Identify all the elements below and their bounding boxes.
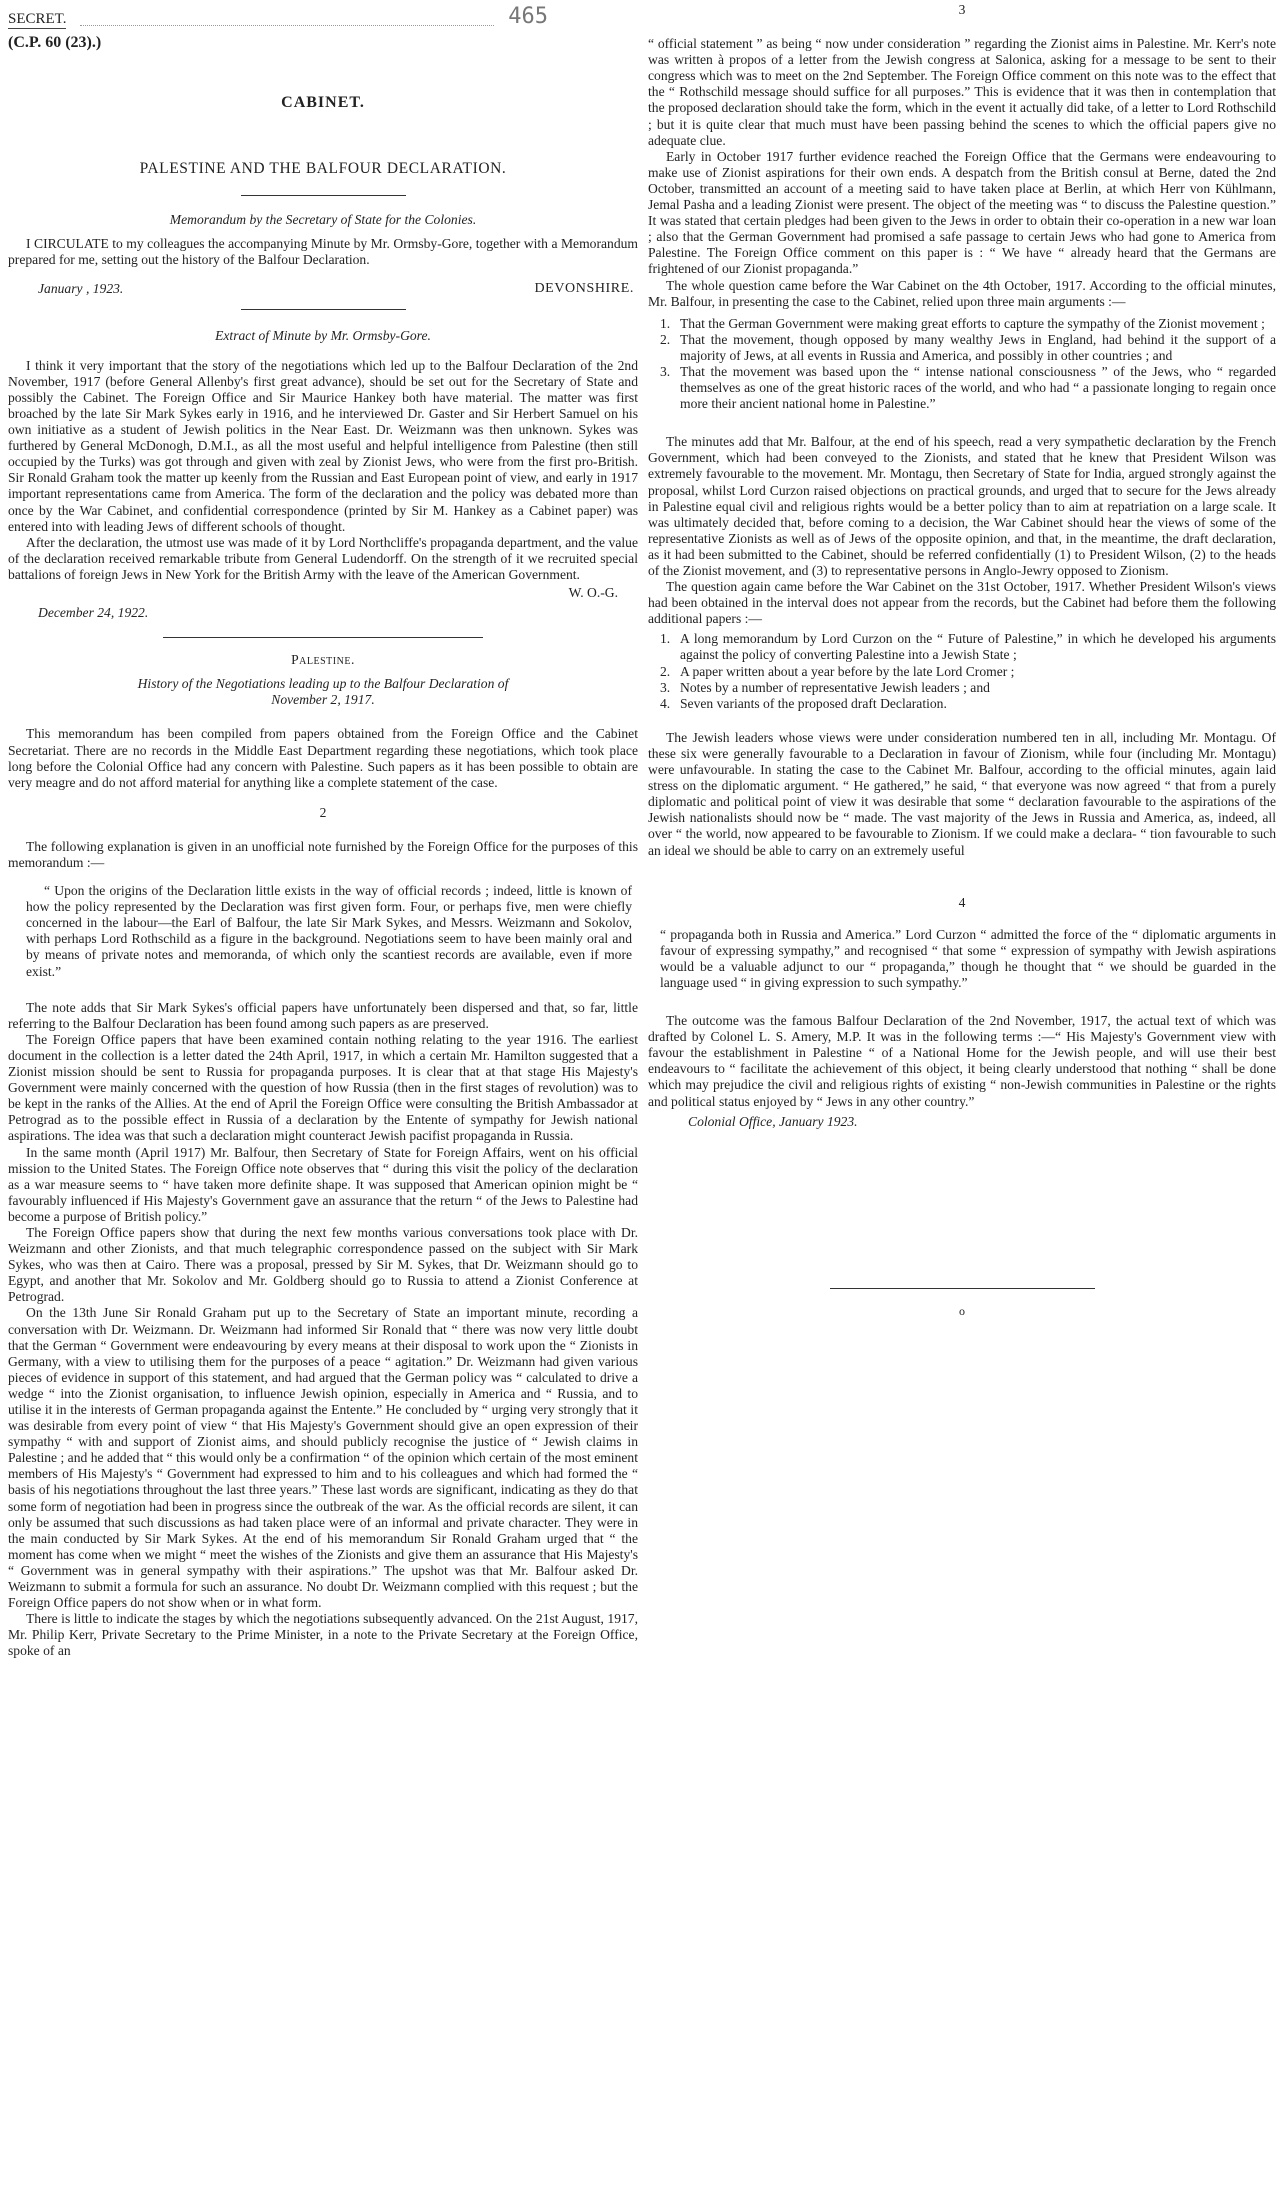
memo-signature: DEVONSHIRE. bbox=[534, 280, 634, 296]
right-paragraph-2: Early in October 1917 further evidence reached the Foreign Office that the Germans were endeavouring to make use of Zionist aspirations for their own ends. A despatch from the British consul at Berne, dated the 2nd October, transmitted an account of a meeting said to have taken place at Berlin, at which Herr von Kühlmann, Jemal Pasha and a leading Zionist were present. The object of the meeting was “ to discuss the Palestine question.” It was stated that certain pledges had been given to the Jews in order to obtain their co-operation in a new war loan ; also that the German Government had promised a safe passage to certain Jews who had gone to America from Palestine. The Foreign Office comment on this paper is : “ We have “ already heard that the Germans are frightened of our Zionist propaganda.” bbox=[648, 148, 1276, 277]
history-paragraph-7: There is little to indicate the stages by which the negotiations subsequently advanced. On the 21st August, 1917, Mr. Philip Kerr, Private Secretary to the Prime Minister, in a note to the Private Secretary at the Foreign Office, spoke of an bbox=[8, 1611, 638, 1659]
memo-heading: Memorandum by the Secretary of State for the Colonies. bbox=[169, 212, 477, 228]
right-paragraph-7: “ propaganda both in Russia and America.” Lord Curzon “ admitted the force of the “ diplomatic arguments in favour of expressing sympathy,” and recognised “ that some “ expression of sympathy with Jewish aspirations would be a valuable adjunct to our “ propaganda,” though he thought that “ we should be guarded in the language used “ in giving expression to such sympathy.” bbox=[660, 926, 1276, 990]
extract-heading: Extract of Minute by Mr. Ormsby-Gore. bbox=[215, 327, 431, 343]
stamp-number: 465 bbox=[508, 4, 548, 29]
extract-paragraph-1: I think it very important that the story of the negotiations which led up to the Balfour Declaration of the 2nd November, 1917 (before General Allenby's first great advance), should be set out for the Secretary of State and possibly the Cabinet. The Foreign Office and Sir Maurice Hankey both have material. The matter was first broached by the late Sir Mark Sykes early in 1916, and he interviewed Dr. Gaster and Sir Herbert Samuel on his own initiative as a student of Jewish politics in the Near East. Dr. Weizmann was then unknown. Sykes was furthered by General McDonogh, D.M.I., as all the most useful and helpful intelligence from Palestine (then still occupied by the Turks) was got through and given with zeal by Zionist Jews, who were from the first pro-British. Sir Ronald Graham took the matter up keenly from the Russian and East European point of view, and early in 1917 important representations came from America. The form of the declaration and the policy was debated more than once by the War Cabinet, and confidential correspondence (printed by Sir M. Hankey as a Cabinet paper) was entered into with leading Jews of different schools of thought. bbox=[8, 357, 638, 534]
right-paragraph-3: The whole question came before the War Cabinet on the 4th October, 1917. According to the official minutes, Mr. Balfour, in presenting the case to the Cabinet, relied upon three main arguments :— bbox=[648, 277, 1276, 309]
page-number-3: 3 bbox=[958, 2, 966, 17]
memo-date: January , 1923. bbox=[38, 280, 124, 296]
history-paragraph-4: In the same month (April 1917) Mr. Balfour, then Secretary of State for Foreign Affairs, went on his official mission to the United States. The Foreign Office note observes that “ during this visit the policy of the declaration as a war measure seems to “ have taken more definite shape. It was supposed that American opinion might be “ favourably influenced if His Majesty's Government gave an assurance that the return “ of the Jews to Palestine had become a purpose of British policy.” bbox=[8, 1144, 638, 1224]
extract-paragraph-2: After the declaration, the utmost use was made of it by Lord Northcliffe's propaganda department, and the value of the declaration received remarkable tribute from General Ludendorff. On the strength of it we recruited special battalions of foreign Jews in New York for the British Army with the leave of the American Government. bbox=[8, 534, 638, 582]
list-item: 4. Seven variants of the proposed draft Declaration. bbox=[660, 695, 947, 711]
footer-mark: o bbox=[959, 1303, 965, 1318]
page-number-4: 4 bbox=[958, 894, 966, 910]
right-paragraph-4: The minutes add that Mr. Balfour, at the end of his speech, read a very sympathetic declaration by the French Government, which had been conveyed to the Zionists, and stated that he knew that President Wilson was extremely favourable to the movement. Mr. Montagu, then Secretary of State for India, argued strongly against the proposal, whilst Lord Curzon raised objections on practical grounds, and urged that to secure for the Jews already in Palestine equal civil and religious rights would be a better policy than to aim at repatriation on a large scale. It was ultimately decided that, before coming to a decision, the War Cabinet should hear the views of some of the representative Zionists as well as of Jews of the opposite opinion, and that, in the meantime, the draft declaration, as it had been submitted to the Cabinet, should be referred confidentially (1) to President Wilson, (2) to the heads of the Zionist movement, and (3) to representative persons in Anglo-Jewry opposed to Zionism. bbox=[648, 434, 1276, 578]
document-title: PALESTINE AND THE BALFOUR DECLARATION. bbox=[139, 160, 507, 178]
classification-label: SECRET. bbox=[8, 11, 67, 27]
foreign-office-quote: “ Upon the origins of the Declaration little exists in the way of official records ; indeed, little is known of how the policy represented by the Declaration was first given form. Four, or perhaps five, men were chiefly concerned in the labour—the Earl of Balfour, the late Sir Mark Sykes, and Messrs. Weizmann and Sokolov, with perhaps Lord Rothschild as a figure in the background. Negotiations seem to have been mainly oral and by means of private notes and memoranda, of which only the scantiest records are available, even if more exist.” bbox=[26, 883, 632, 979]
left-column bbox=[8, 0, 638, 1660]
history-paragraph-2: The note adds that Sir Mark Sykes's official papers have unfortunately been dispersed and that, so far, little referring to the Balfour Declaration has been found among such papers as are preserved. bbox=[8, 999, 638, 1031]
list-item: 3. Notes by a number of representative Jewish leaders ; and bbox=[660, 679, 990, 695]
right-paragraph-8: The outcome was the famous Balfour Declaration of the 2nd November, 1917, the actual text of which was drafted by Colonel L. S. Amery, M.P. It was in the following terms :—“ His Majesty's Government view with favour the establishment in Palestine “ of a National Home for the Jewish people, and will use their best endeavours to “ facilitate the achievement of this object, it being clearly understood that nothing “ shall be done which may prejudice the civil and religious rights of existing “ non-Jewish communities in Palestine or the rights and political status enjoyed by “ Jews in any other country.” bbox=[648, 1013, 1276, 1109]
extract-initials: W. O.-G. bbox=[568, 584, 618, 600]
top-header bbox=[8, 0, 638, 29]
extract-rule bbox=[163, 637, 483, 638]
memo-text: I CIRCULATE to my colleagues the accompanying Minute by Mr. Ormsby-Gore, together with a Memorandum prepared for me, setting out the history of the Balfour Declaration. bbox=[8, 236, 638, 268]
history-paragraph-5: The Foreign Office papers show that during the next few months various conversations took place with Dr. Weizmann and other Zionists, and that much telegraphic correspondence passed on the subject with Sir Mark Sykes, who was then at Cairo. There was a proposal, pressed by Sir M. Sykes, that Dr. Weizmann should go to Egypt, and another that Mr. Sokolov and Mr. Goldberg should go to Russia to attend a Zionist Conference at Petrograd. bbox=[8, 1224, 638, 1305]
paper-reference: (C.P. 60 (23).) bbox=[8, 34, 102, 51]
history-label: Palestine. bbox=[291, 652, 355, 668]
right-paragraph-1: “ official statement ” as being “ now under consideration ” regarding the Zionist aims in Palestine. Mr. Kerr's note was written à propos of a letter from the Jewish congress at Salonica, asking for a message to be sent to their congress which was to meet on the 2nd September. The Foreign Office comment on this note was to the effect that the “ Rothschild message should suffice for all purposes.” This is evidence that it was then in contemplation that the proposed declaration should take the form, which in the event it actually did take, of a letter to Lord Rothschild ; but it is quite clear that much must have been passing behind the scenes to which the official papers give no adequate clue. bbox=[648, 36, 1276, 148]
extract-date: December 24, 1922. bbox=[38, 605, 149, 621]
closing-rule bbox=[830, 1288, 1095, 1289]
history-heading-line-1: History of the Negotiations leading up to the Balfour Declaration of bbox=[137, 676, 509, 692]
history-heading-line-2: November 2, 1917. bbox=[271, 692, 375, 708]
list-item: 2. That the movement, though opposed by many wealthy Jews in England, had behind it the support of a majority of Jews, at all events in Russia and America, and possibly in other countries ; and bbox=[660, 331, 1276, 363]
title-rule bbox=[241, 195, 406, 196]
dotted-line bbox=[80, 25, 494, 26]
history-paragraph-1: The following explanation is given in an unofficial note furnished by the Foreign Office for the purposes of this memorandum :— bbox=[8, 838, 638, 870]
cabinet-heading: CABINET. bbox=[281, 94, 365, 112]
additional-papers-list bbox=[648, 631, 1276, 711]
list-item: 1. That the German Government were making great efforts to capture the sympathy of the Zionist movement ; bbox=[660, 315, 1265, 331]
list-item: 3. That the movement was based upon the “ intense national consciousness ” of the Jews, who “ regarded themselves as one of the great historic races of the world, and who had “ a passionate longing to regain once more their ancient national home in Palestine.” bbox=[660, 363, 1276, 412]
balfour-arguments-list bbox=[648, 316, 1276, 413]
history-paragraph-3: The Foreign Office papers that have been examined contain nothing relating to the year 1916. The earliest document in the collection is a letter dated the 24th April, 1917, in which a certain Mr. Hamilton suggested that a Zionist mission should be sent to Russia for propaganda purposes. It is clear that at that stage His Majesty's Government were mainly concerned with the question of how Russia (then in the first stages of revolution) was to be kept in the ranks of the Allies. At the end of April the Foreign Office were consulting the British Ambassador at Petrograd as to the possible effect in Russia of a declaration by the Entente of sympathy for Jewish national aspirations. The idea was that such a declaration might counteract Jewish pacifist propaganda in Russia. bbox=[8, 1031, 638, 1144]
right-column bbox=[648, 0, 1276, 1319]
page-number-2: 2 bbox=[319, 804, 327, 820]
memo-dateline bbox=[8, 281, 638, 297]
memo-rule bbox=[241, 309, 406, 310]
colonial-office-signoff: Colonial Office, January 1923. bbox=[688, 1113, 858, 1129]
list-item: 2. A paper written about a year before by the late Lord Cromer ; bbox=[660, 663, 1015, 679]
right-paragraph-6: The Jewish leaders whose views were under consideration numbered ten in all, including Mr. Montagu. Of these six were generally favourable to a Declaration in favour of Zionism, while four (including Mr. Montagu) were unfavourable. In stating the case to the Cabinet Mr. Balfour, according to the official minutes, again laid stress on the diplomatic argument. “ He gathered,” he said, “ that everyone was now agreed “ that from a purely diplomatic and political point of view it was desirable that some “ declaration favourable to the aspirations of the Jewish nationalists should now be “ made. The vast majority of the Jews in Russia and America, as, indeed, all over “ the world, now appeared to be favourable to Zionism. If we could make a declara- “ tion favourable to such an ideal we should be able to carry on an extremely useful bbox=[648, 729, 1276, 858]
history-intro: This memorandum has been compiled from papers obtained from the Foreign Office and the Cabinet Secretariat. There are no records in the Middle East Department regarding these negotiations, which took place long before the Colonial Office had any concern with Palestine. Such papers as it has been possible to obtain are very meagre and do not afford material for anything like a complete statement of the case. bbox=[8, 726, 638, 790]
history-paragraph-6: On the 13th June Sir Ronald Graham put up to the Secretary of State an important minute, recording a conversation with Dr. Weizmann. Dr. Weizmann had informed Sir Ronald that “ there was now very little doubt that the German “ Government were endeavouring by every means at their disposal to work upon the “ Zionists in Germany, with a view to utilising them for the purposes of a peace “ agitation.” Dr. Weizmann had given various pieces of evidence in support of this statement, and had argued that the German policy was “ calculated to drive a wedge “ into the Zionist organisation, to influence Jewish opinion, especially in America and “ Russia, and to utilise it in the interests of German propaganda against the Entente.” He concluded by “ urging very strongly that it was desirable from every point of view “ that His Majesty's Government should give an open expression of their sympathy “ with and support of Zionist aims, and should publicly recognise the justice of “ Jewish claims in Palestine ; and he added that “ this would only be a confirmation “ of the opinion which certain of the most eminent members of His Majesty's “ Government had expressed to him and to his colleagues and which had formed the “ basis of his negotiations throughout the last three years.” These last words are significant, indicating as they do that some form of negotiation had been in progress since the outbreak of the war. As the official records are silent, it can only be assumed that such discussions as had taken place were of an informal and private character. They were in the main conducted by Sir Mark Sykes. At the end of his memorandum Sir Ronald Graham urged that “ the moment has come when we might “ meet the wishes of the Zionists and give them an assurance that His Majesty's “ Government was in general sympathy with their aspirations.” The upshot was that Mr. Balfour asked Dr. Weizmann to submit a formula for such an assurance. No doubt Dr. Weizmann complied with this request ; but the Foreign Office papers do not show when or in what form. bbox=[8, 1305, 638, 1611]
right-paragraph-5: The question again came before the War Cabinet on the 31st October, 1917. Whether President Wilson's views had been obtained in the interval does not appear from the records, but the Cabinet had before them the following additional papers :— bbox=[648, 579, 1276, 627]
list-item: 1. A long memorandum by Lord Curzon on the “ Future of Palestine,” in which he developed his arguments against the policy of converting Palestine into a Jewish State ; bbox=[660, 631, 1276, 663]
